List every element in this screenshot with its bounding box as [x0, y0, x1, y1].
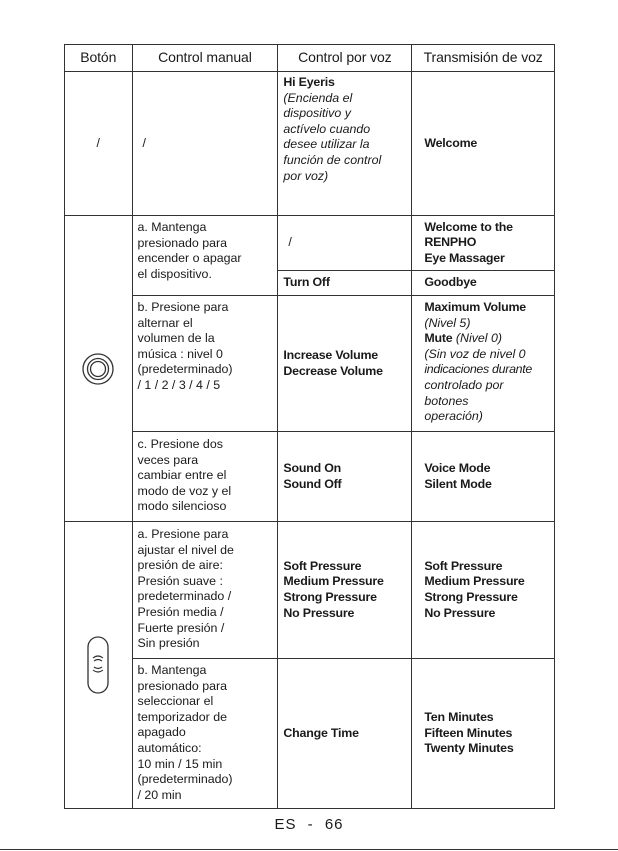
text-line: encender o apagar [137, 251, 242, 266]
voice-command-strong-pressure: Strong Pressure [283, 590, 377, 604]
broadcast-mute-line [424, 331, 549, 347]
text-line: (predeterminado) [137, 772, 233, 787]
header-voice-control: Control por voz [278, 45, 412, 72]
broadcast-ten-minutes: Ten Minutes [424, 710, 494, 725]
text-line: c. Presione dos [137, 437, 223, 451]
table-header-row [65, 45, 555, 72]
table-row [65, 296, 555, 432]
power-voice-on-cell [278, 216, 412, 271]
broadcast-silent-mode: Silent Mode [424, 476, 492, 491]
broadcast-mute-level: (Nivel 0) [455, 331, 503, 346]
broadcast-voice-mode: Voice Mode [424, 460, 491, 475]
text-line: a. Presione para [137, 527, 229, 541]
header-voice-broadcast: Transmisión de voz [412, 45, 555, 72]
text-line: ajustar el nivel de [137, 542, 234, 557]
text-line: (predeterminado) [137, 362, 233, 377]
text-line: predeterminado / [137, 589, 232, 604]
text-line: Fuerte presión / [137, 620, 225, 635]
voice-command-increase-volume: Increase Volume [283, 347, 378, 362]
voice-command-soft-pressure: Soft Pressure [283, 558, 362, 573]
text-line: temporizador de [137, 709, 228, 724]
voice-command-hi-eyeris: Hi Eyeris [283, 75, 335, 89]
broadcast-no-pressure: No Pressure [424, 605, 496, 620]
text-line: seleccionar el [137, 694, 214, 709]
power-manual-a-cell [132, 216, 278, 296]
text-line: presionado para [137, 678, 228, 693]
text-line: el dispositivo. [137, 266, 212, 281]
row1-button-cell [65, 72, 133, 216]
table-row [65, 659, 555, 809]
note-line: actívelo cuando [283, 121, 371, 136]
text-line: a. Mantenga [137, 220, 207, 234]
pressure-manual-b-cell [132, 659, 278, 809]
text-line: veces para [137, 452, 199, 467]
row1-manual-cell [132, 72, 278, 216]
broadcast-twenty-minutes: Twenty Minutes [424, 741, 514, 756]
power-voice-on: / [288, 235, 292, 250]
power-button-cell [65, 216, 133, 522]
broadcast-mute: Mute [424, 331, 453, 346]
voice-command-note [283, 91, 406, 185]
note-line: botones [424, 393, 469, 408]
text-line: / 20 min [137, 787, 182, 802]
power-voice-off-cell [278, 271, 412, 296]
text-line: presionado para [137, 235, 228, 250]
text-line: 10 min / 15 min [137, 756, 223, 771]
voice-command-medium-pressure: Medium Pressure [283, 574, 384, 589]
pressure-voice-time-cell [278, 659, 412, 809]
power-voice-sound-cell [278, 432, 412, 522]
broadcast-soft-pressure: Soft Pressure [424, 558, 503, 573]
row1-broadcast-cell [412, 72, 555, 216]
header-button: Botón [65, 45, 133, 72]
broadcast-mute-note [424, 347, 549, 425]
footer-language: ES [274, 816, 297, 833]
note-line: indicaciones durante [424, 362, 532, 377]
voice-command-turn-off: Turn Off [283, 275, 330, 290]
voice-command-sound-on: Sound On [283, 460, 341, 475]
power-manual-b-cell [132, 296, 278, 432]
text-line: música : nivel 0 [137, 346, 223, 361]
pressure-broadcast-time-cell [412, 659, 555, 809]
broadcast-strong-pressure: Strong Pressure [424, 590, 518, 604]
broadcast-fifteen-minutes: Fifteen Minutes [424, 725, 513, 740]
pressure-broadcast-cell [412, 522, 555, 659]
pressure-voice-cell [278, 522, 412, 659]
row1-button-value: / [96, 135, 100, 150]
power-button-icon [81, 361, 115, 375]
table-row [65, 72, 555, 216]
table-row [65, 432, 555, 522]
note-line: controlado por [424, 377, 504, 392]
power-manual-c [138, 437, 273, 515]
text-line: Presión suave : [137, 573, 223, 588]
broadcast-max-level: (Nivel 5) [424, 315, 471, 330]
voice-command-no-pressure: No Pressure [283, 605, 355, 620]
text-line: alternar el [137, 315, 193, 330]
table-row [65, 522, 555, 659]
voice-command-decrease-volume: Decrease Volume [283, 363, 383, 378]
note-line: (Encienda el [283, 90, 353, 105]
text-line: presión de aire: [137, 558, 223, 573]
pressure-button-cell [65, 522, 133, 809]
table-row [65, 216, 555, 271]
power-broadcast-off-cell [412, 271, 555, 296]
voice-command-sound-off: Sound Off [283, 476, 342, 491]
page-number: 66 [324, 816, 344, 833]
power-broadcast-volume-cell [412, 296, 555, 432]
broadcast-welcome: Welcome [424, 135, 478, 150]
broadcast-goodbye: Goodbye [424, 275, 477, 290]
text-line: automático: [137, 740, 202, 755]
text-line: Presión media / [137, 604, 224, 619]
text-line: volumen de la [137, 331, 215, 346]
text-line: apagado [137, 725, 186, 740]
note-line: función de control [283, 152, 382, 167]
text-line: / 1 / 2 / 3 / 4 / 5 [137, 377, 221, 392]
broadcast-welcome-renpho: RENPHO [424, 235, 477, 250]
pressure-manual-a-cell [132, 522, 278, 659]
text-line: modo silencioso [137, 499, 227, 514]
voice-command-change-time: Change Time [283, 725, 359, 740]
power-broadcast-mode-cell [412, 432, 555, 522]
footer-separator: - [307, 816, 314, 833]
text-line: modo de voz y el [137, 483, 232, 498]
page-footer [0, 816, 618, 833]
pressure-button-icon [85, 657, 111, 671]
broadcast-maximum-volume: Maximum Volume [424, 300, 526, 314]
controls-table [64, 44, 555, 809]
row1-voice-cell [278, 72, 412, 216]
note-line: (Sin voz de nivel 0 [424, 346, 526, 361]
pressure-manual-a [138, 527, 273, 652]
power-manual-a [138, 220, 273, 282]
text-line: b. Mantenga [137, 663, 207, 677]
power-broadcast-on-cell [412, 216, 555, 271]
broadcast-medium-pressure: Medium Pressure [424, 574, 525, 589]
note-line: desee utilizar la [283, 137, 370, 152]
text-line: cambiar entre el [137, 468, 227, 483]
header-manual-control: Control manual [132, 45, 278, 72]
pressure-manual-b [138, 663, 273, 803]
broadcast-welcome-renpho: Eye Massager [424, 250, 505, 265]
bottom-rule [0, 849, 618, 850]
note-line: dispositivo y [283, 106, 351, 121]
row1-manual-value: / [142, 135, 146, 150]
power-manual-b [138, 300, 273, 394]
note-line: operación) [424, 409, 483, 424]
text-line: Sin presión [137, 636, 200, 651]
power-voice-volume-cell [278, 296, 412, 432]
note-line: por voz) [283, 168, 329, 183]
power-manual-c-cell [132, 432, 278, 522]
text-line: b. Presione para [137, 300, 229, 314]
broadcast-welcome-renpho: Welcome to the [424, 219, 513, 234]
